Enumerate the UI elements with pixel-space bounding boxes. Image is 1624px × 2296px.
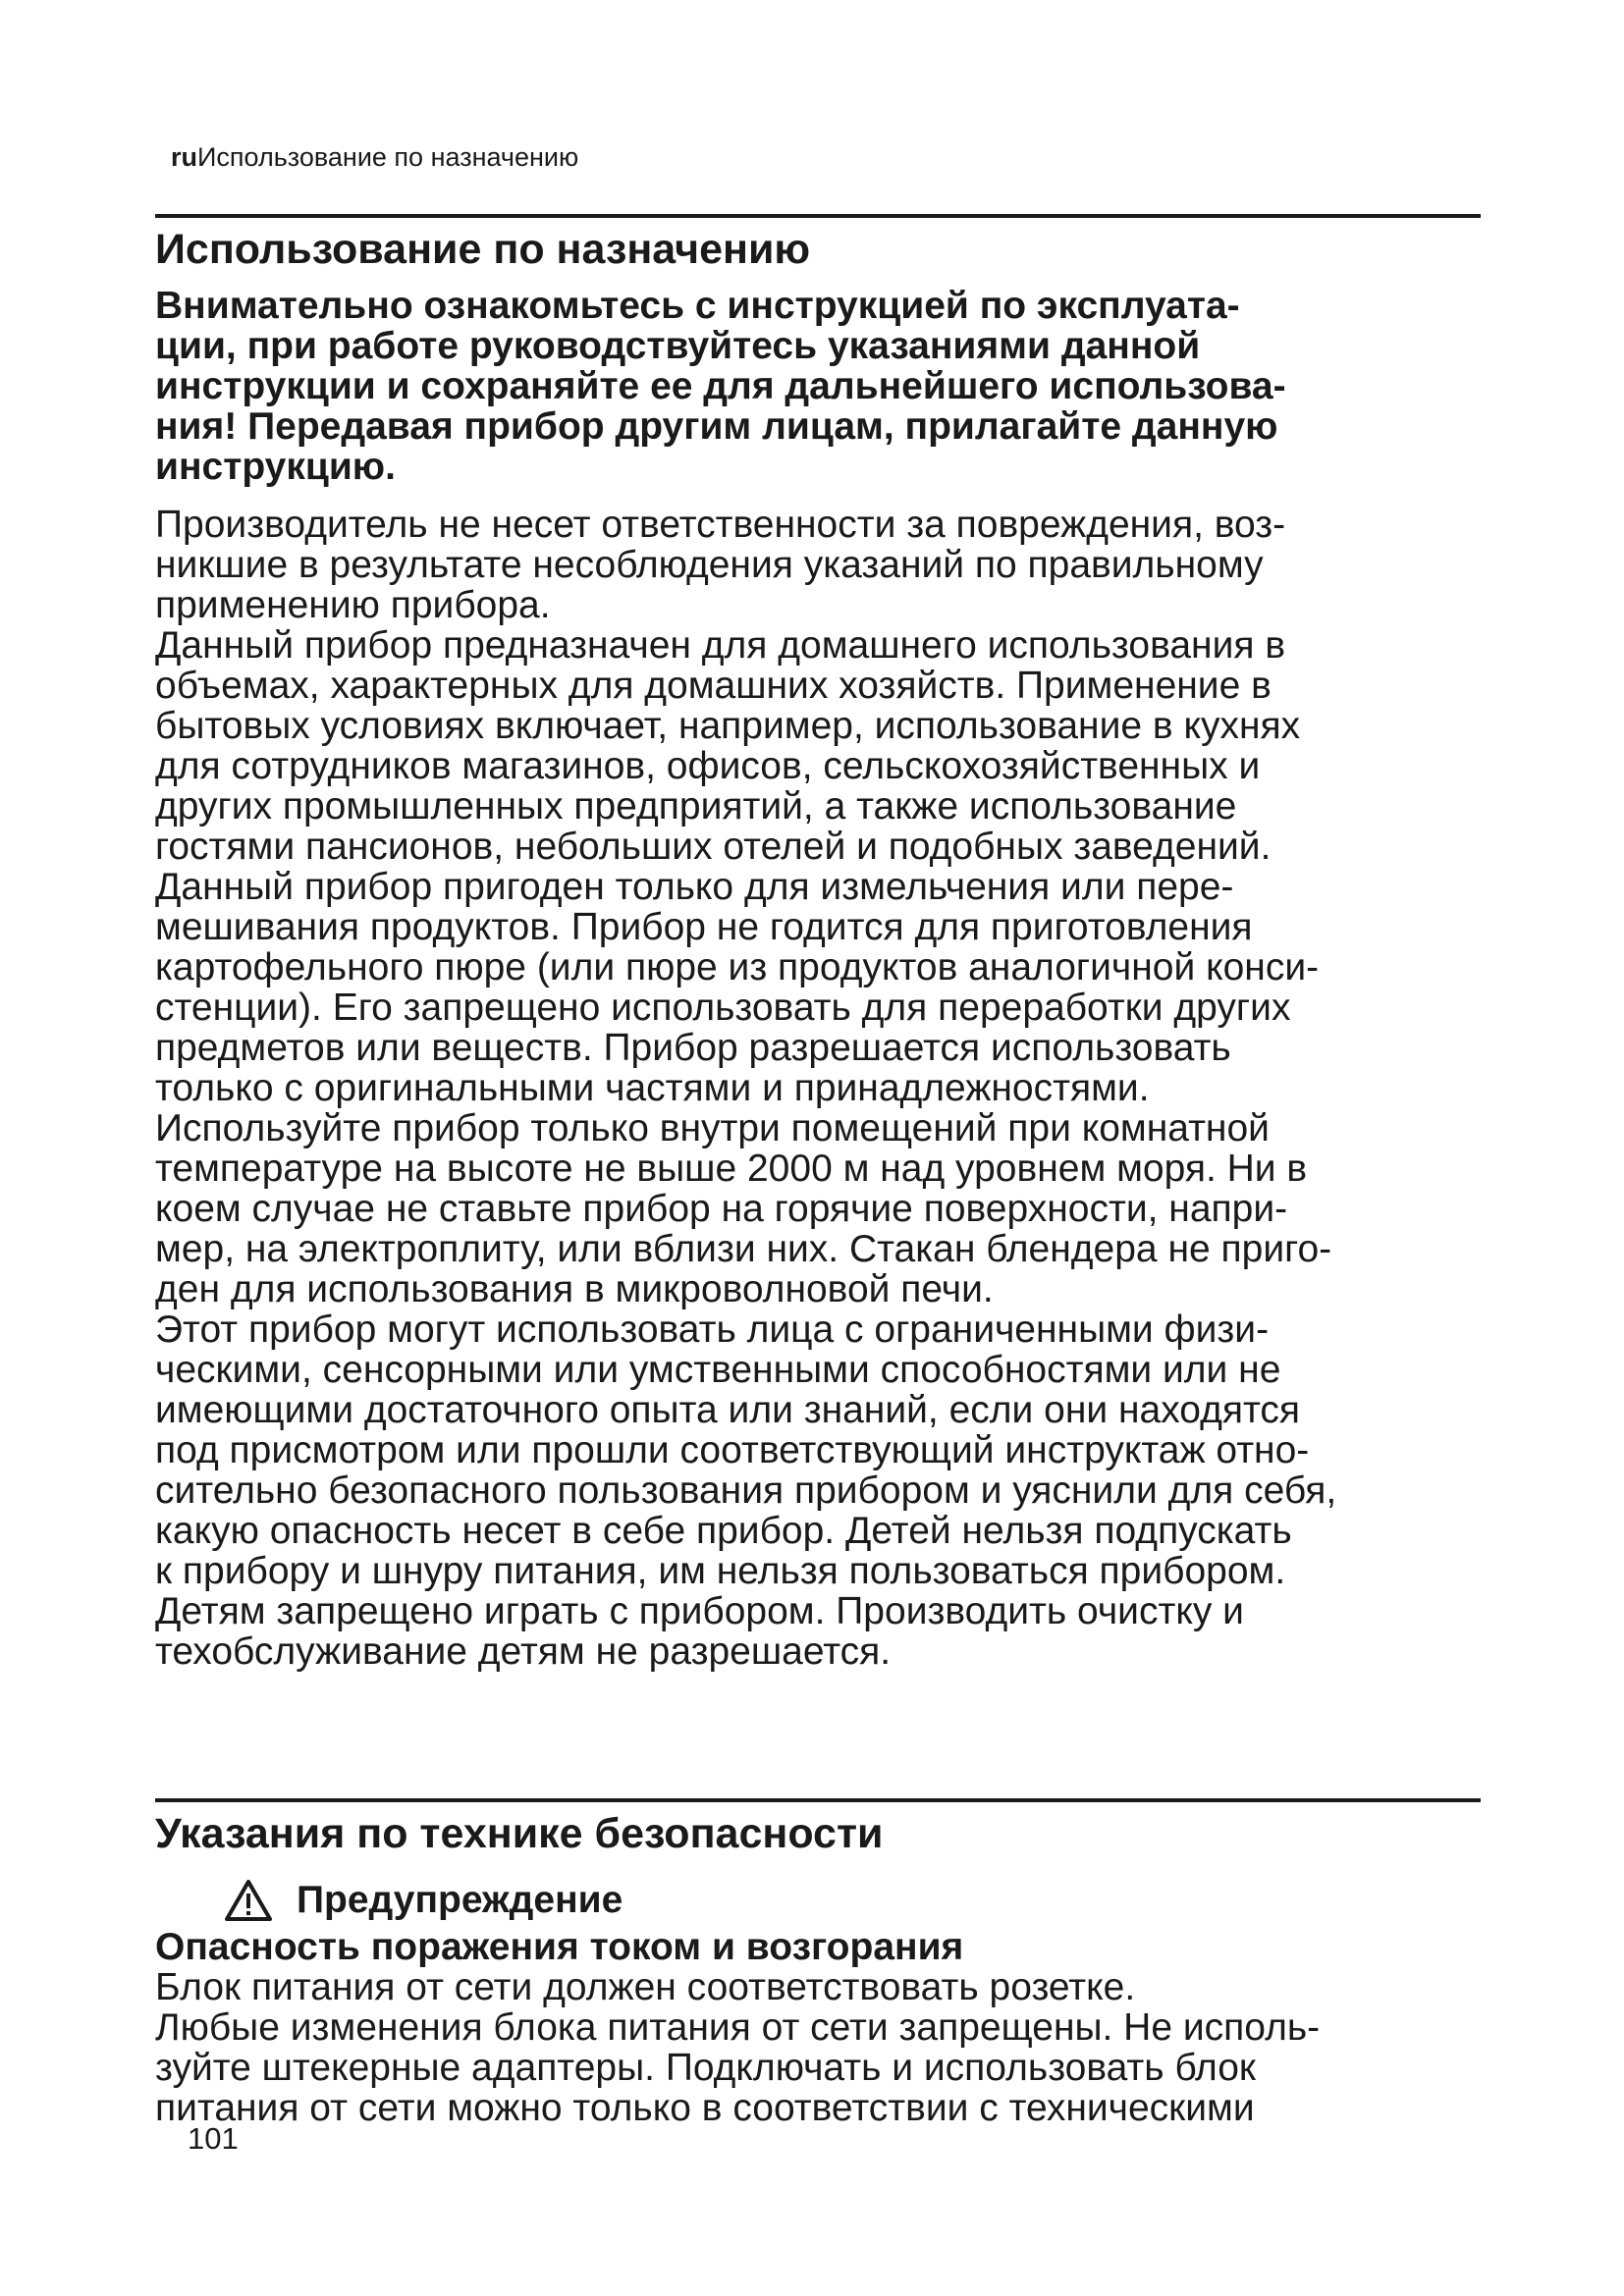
text-line: ния! Передавая прибор другим лицам, прилагайте данную [155, 405, 1278, 448]
text-line: объемах, характерных для домашних хозяйств. Применение в [155, 665, 1272, 707]
running-header [171, 141, 578, 173]
text-line: Этот прибор могут использовать лица с ограниченными физи- [155, 1308, 1270, 1351]
section-intended-use [155, 225, 1490, 274]
text-line: Внимательно ознакомьтесь с инструкцией по эксплуата- [155, 285, 1240, 327]
page-number: 101 [188, 2121, 239, 2156]
text-line: Блок питания от сети должен соответствовать розетке. [155, 1966, 1136, 2008]
text-line: имеющими достаточного опыта или знаний, если они находятся [155, 1389, 1301, 1431]
text-line: к прибору и шнуру питания, им нельзя пользоваться прибором. [155, 1550, 1286, 1592]
text-line: Любые изменения блока питания от сети запрещены. Не исполь- [155, 2006, 1321, 2049]
text-line: температуре на высоте не выше 2000 м над уровнем моря. Ни в [155, 1148, 1308, 1190]
text-line: под присмотром или прошли соответствующий инструктаж отно- [155, 1429, 1310, 1471]
text-line: мер, на электроплиту, или вблизи них. Стакан блендера не приго- [155, 1228, 1332, 1270]
text-line: Используйте прибор только внутри помещений при комнатной [155, 1107, 1270, 1149]
warning-label [224, 1878, 623, 1923]
text-line: ден для использования в микроволновой печи. [155, 1268, 994, 1310]
warning-triangle-icon [224, 1879, 273, 1922]
section-divider-safety [155, 1798, 1481, 1802]
body-text [155, 505, 1490, 1672]
text-line: мешивания продуктов. Прибор не годится для приготовления [155, 906, 1253, 948]
section-heading: Использование по назначению [155, 226, 811, 273]
text-line: питания от сети можно только в соответствии с техническими [155, 2087, 1255, 2129]
text-line: инструкции и сохраняйте ее для дальнейшего использова- [155, 365, 1286, 407]
text-line: зуйте штекерные адаптеры. Подключать и использовать блок [155, 2047, 1256, 2089]
section-divider-top [155, 214, 1481, 218]
warning-text: Предупреждение [297, 1879, 623, 1921]
text-line: стенции). Его запрещено использовать для переработки других [155, 987, 1291, 1029]
text-line: никшие в результате несоблюдения указаний по правильному [155, 544, 1264, 586]
text-line: предметов или веществ. Прибор разрешается использовать [155, 1027, 1231, 1069]
text-line: коем случае не ставьте прибор на горячие поверхности, напри- [155, 1188, 1288, 1230]
text-line: инструкцию. [155, 446, 396, 488]
language-code: ru [171, 142, 197, 172]
running-header-title: Использование по назначению [197, 142, 579, 172]
text-line: применению прибора. [155, 584, 551, 626]
safety-content [155, 1927, 1490, 2128]
section-heading: Указания по технике безопасности [155, 1810, 884, 1857]
text-line: гостями пансионов, небольших отелей и подобных заведений. [155, 826, 1272, 868]
text-line: техобслуживание детям не разрешается. [155, 1630, 892, 1673]
text-line: картофельного пюре (или пюре из продуктов аналогичной конси- [155, 946, 1320, 988]
text-line: какую опасность несет в себе прибор. Детей нельзя подпускать [155, 1510, 1292, 1552]
text-line: ческими, сенсорными или умственными способностями или не [155, 1349, 1281, 1391]
text-line: только с оригинальными частями и принадлежностями. [155, 1067, 1150, 1109]
text-line: Производитель не несет ответственности за повреждения, воз- [155, 504, 1286, 546]
text-line: для сотрудников магазинов, офисов, сельскохозяйственных и [155, 745, 1261, 787]
text-line: Детям запрещено играть с прибором. Производить очистку и [155, 1590, 1244, 1632]
intro-bold-paragraph [155, 286, 1490, 487]
text-line: ции, при работе руководствуйтесь указаниями данной [155, 325, 1201, 367]
text-line: Данный прибор пригоден только для измельчения или пере- [155, 866, 1234, 908]
text-line: сительно безопасного пользования прибором и уяснили для себя, [155, 1469, 1337, 1512]
text-line: бытовых условиях включает, например, использование в кухнях [155, 705, 1301, 747]
hazard-subheading: Опасность поражения током и возгорания [155, 1926, 964, 1968]
section-safety [155, 1809, 1490, 1858]
text-line: Данный прибор предназначен для домашнего использования в [155, 624, 1286, 667]
text-line: других промышленных предприятий, а также использование [155, 785, 1237, 828]
